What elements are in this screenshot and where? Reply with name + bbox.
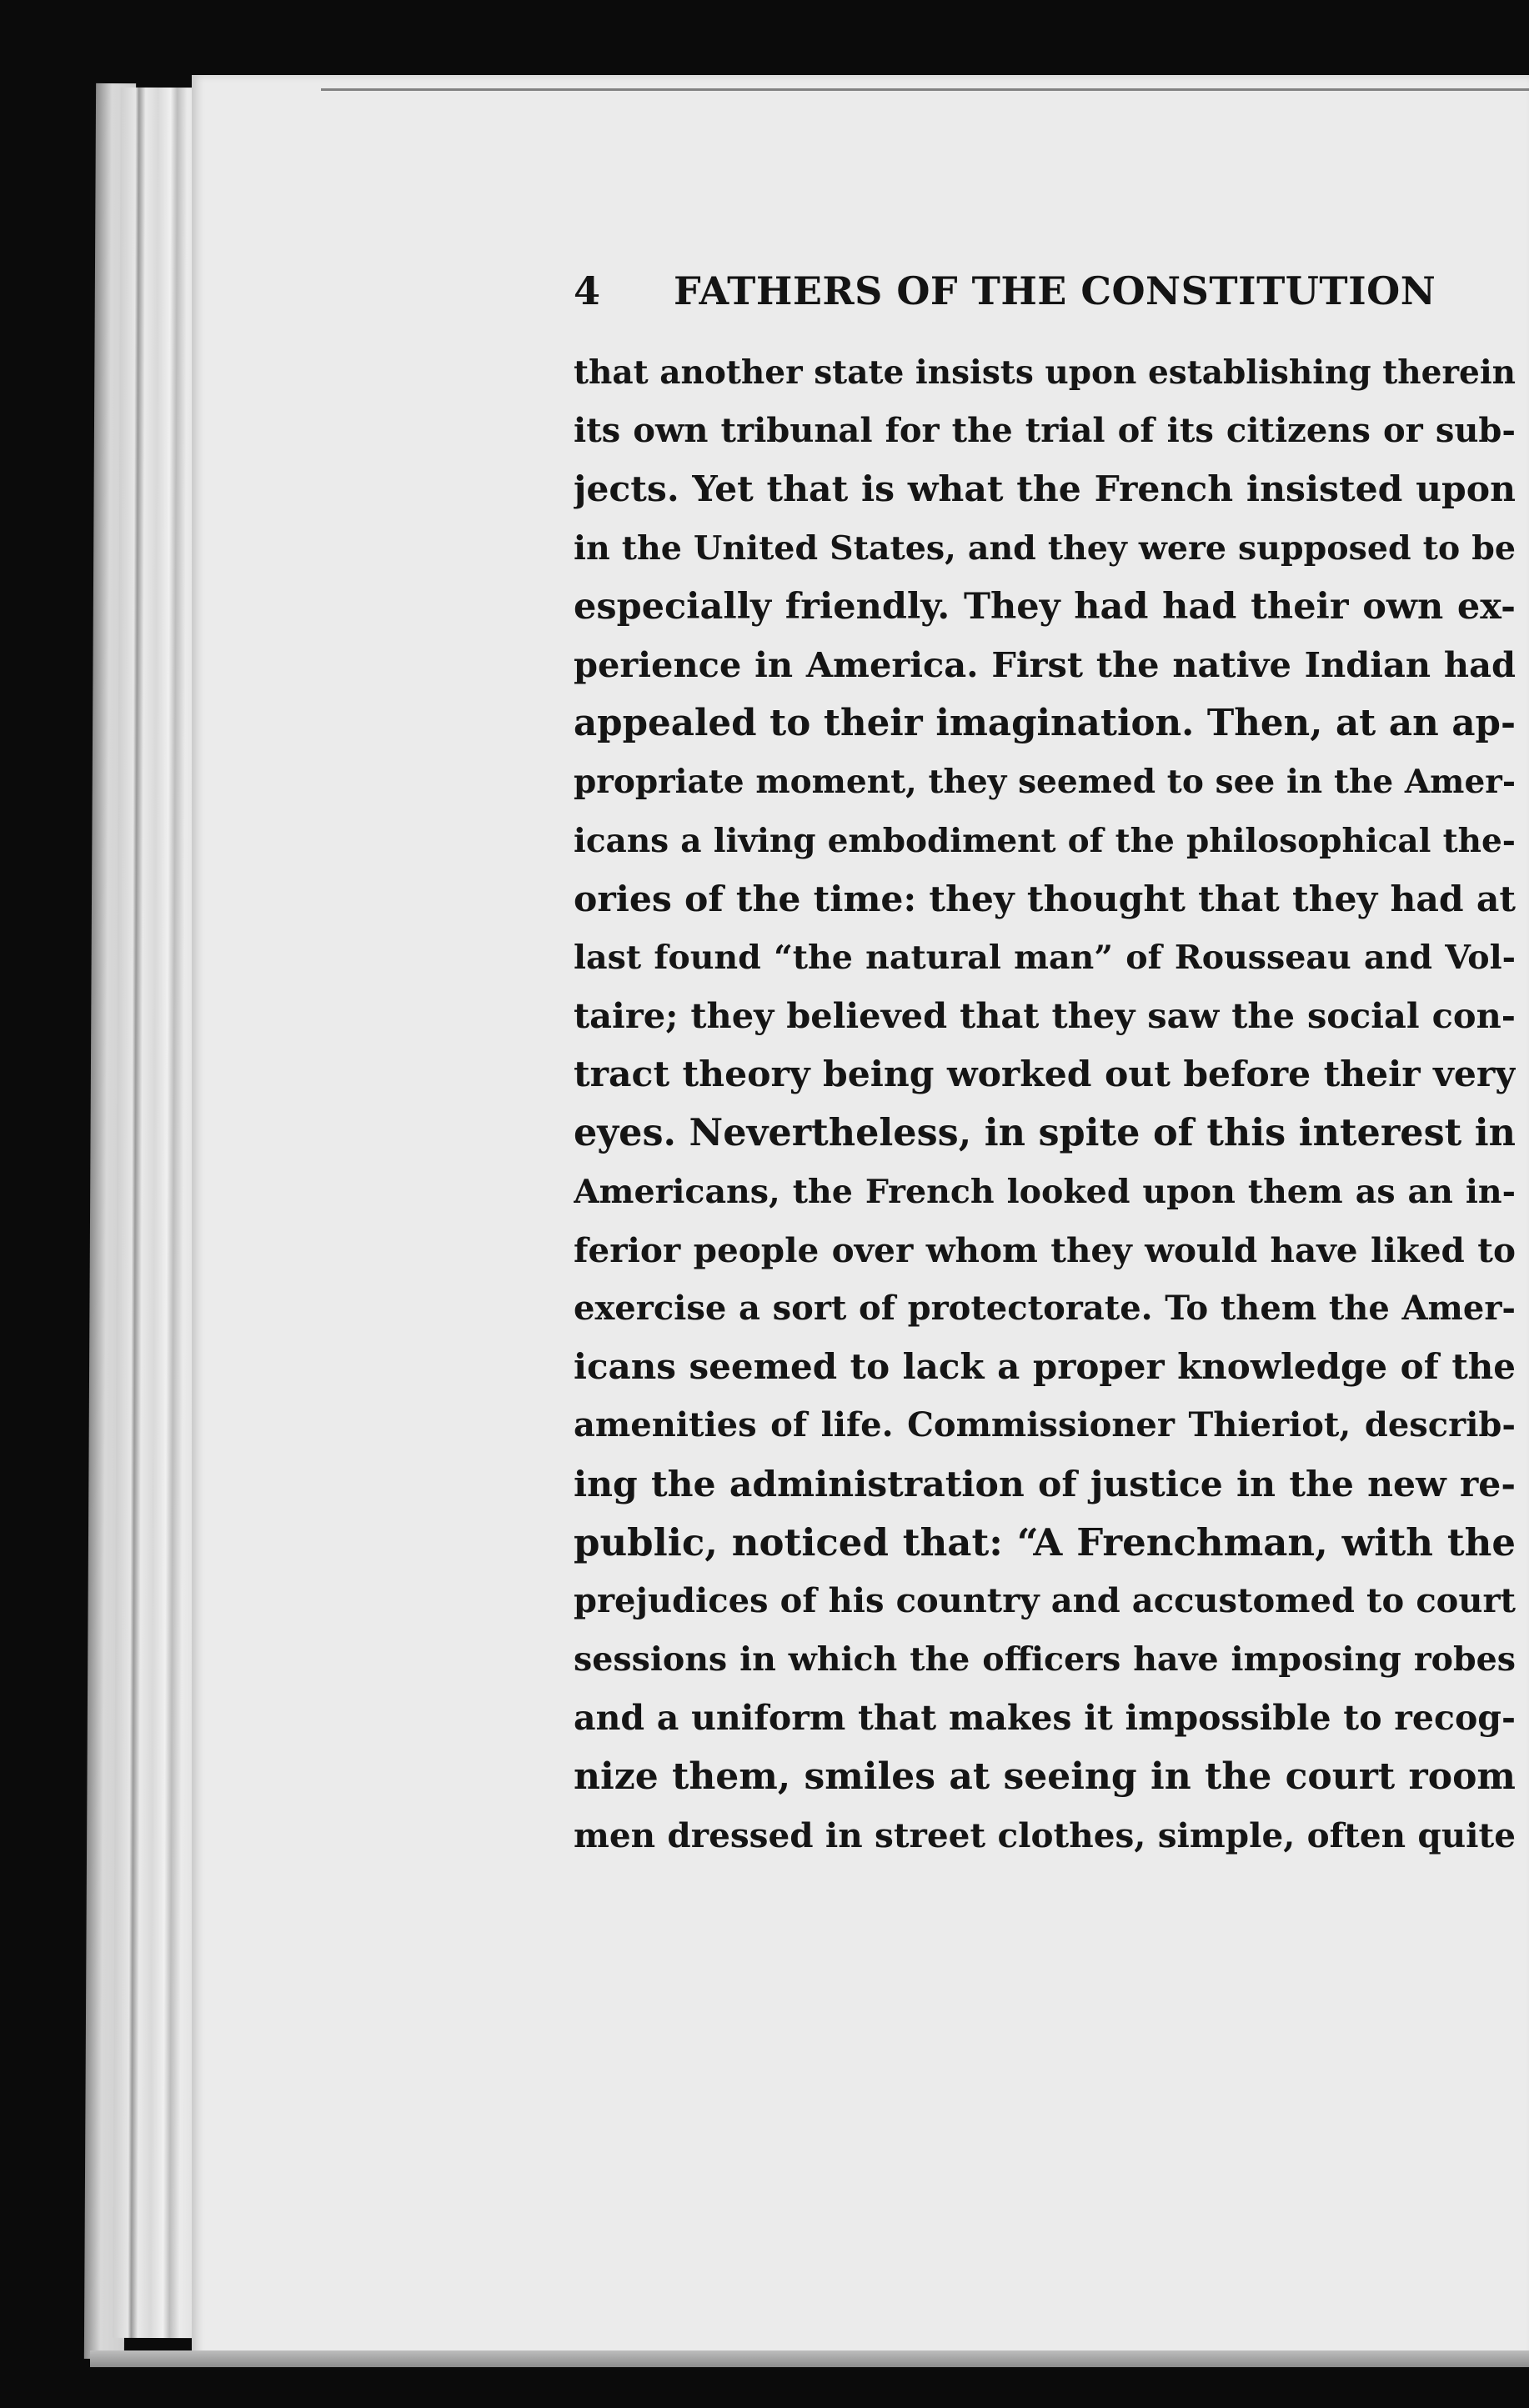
running-title: FATHERS OF THE CONSTITUTION: [674, 268, 1436, 313]
page-edges: [113, 88, 203, 2338]
text-line: ing the administration of justice in the new re-: [574, 1463, 1516, 1505]
text-line: jects. Yet that is what the French insisted upon: [574, 468, 1516, 511]
text-line: exercise a sort of protectorate. To them the Amer-: [574, 1289, 1516, 1328]
text-line: eyes. Nevertheless, in spite of this interest in: [574, 1111, 1516, 1155]
text-line: its own tribunal for the trial of its citizens or sub-: [574, 411, 1516, 451]
running-header: [574, 268, 1529, 313]
text-line: perience in America. First the native Indian had: [574, 643, 1516, 685]
body-text: [574, 343, 1516, 1865]
text-line: nize them, smiles at seeing in the court room: [574, 1755, 1516, 1798]
text-line: ories of the time: they thought that they had at: [574, 878, 1516, 920]
text-line: ferior people over whom they would have liked to: [574, 1229, 1516, 1270]
text-line: men dressed in street clothes, simple, often quite: [574, 1815, 1516, 1855]
page-number: 4: [574, 268, 601, 313]
text-line: prejudices of his country and accustomed to court: [574, 1580, 1516, 1620]
text-line: last found “the natural man” of Rousseau and Vol-: [574, 938, 1516, 977]
top-page-edge: [321, 88, 1529, 91]
text-line: Americans, the French looked upon them as an in-: [574, 1172, 1516, 1211]
text-line: especially friendly. They had had their own ex-: [574, 585, 1516, 628]
text-line: icans seemed to lack a proper knowledge of the: [574, 1346, 1516, 1388]
text-line: icans a living embodiment of the philosophical the-: [574, 821, 1516, 860]
text-line: tract theory being worked out before their very: [574, 1054, 1516, 1096]
bottom-page-edge: [90, 2350, 1529, 2367]
text-line: propriate moment, they seemed to see in the Amer-: [574, 763, 1516, 802]
text-line: that another state insists upon establishing therein: [574, 353, 1516, 392]
text-line: taire; they believed that they saw the social con-: [574, 995, 1516, 1037]
text-line: public, noticed that: “A Frenchman, with the: [574, 1519, 1516, 1564]
text-line: and a uniform that makes it impossible to recog-: [574, 1698, 1516, 1739]
text-line: sessions in which the officers have imposing robes: [574, 1640, 1516, 1680]
text-line: in the United States, and they were supposed to be: [574, 528, 1516, 568]
text-line: amenities of life. Commissioner Thieriot, describ-: [574, 1405, 1516, 1445]
text-line: appealed to their imagination. Then, at an ap-: [574, 702, 1516, 745]
